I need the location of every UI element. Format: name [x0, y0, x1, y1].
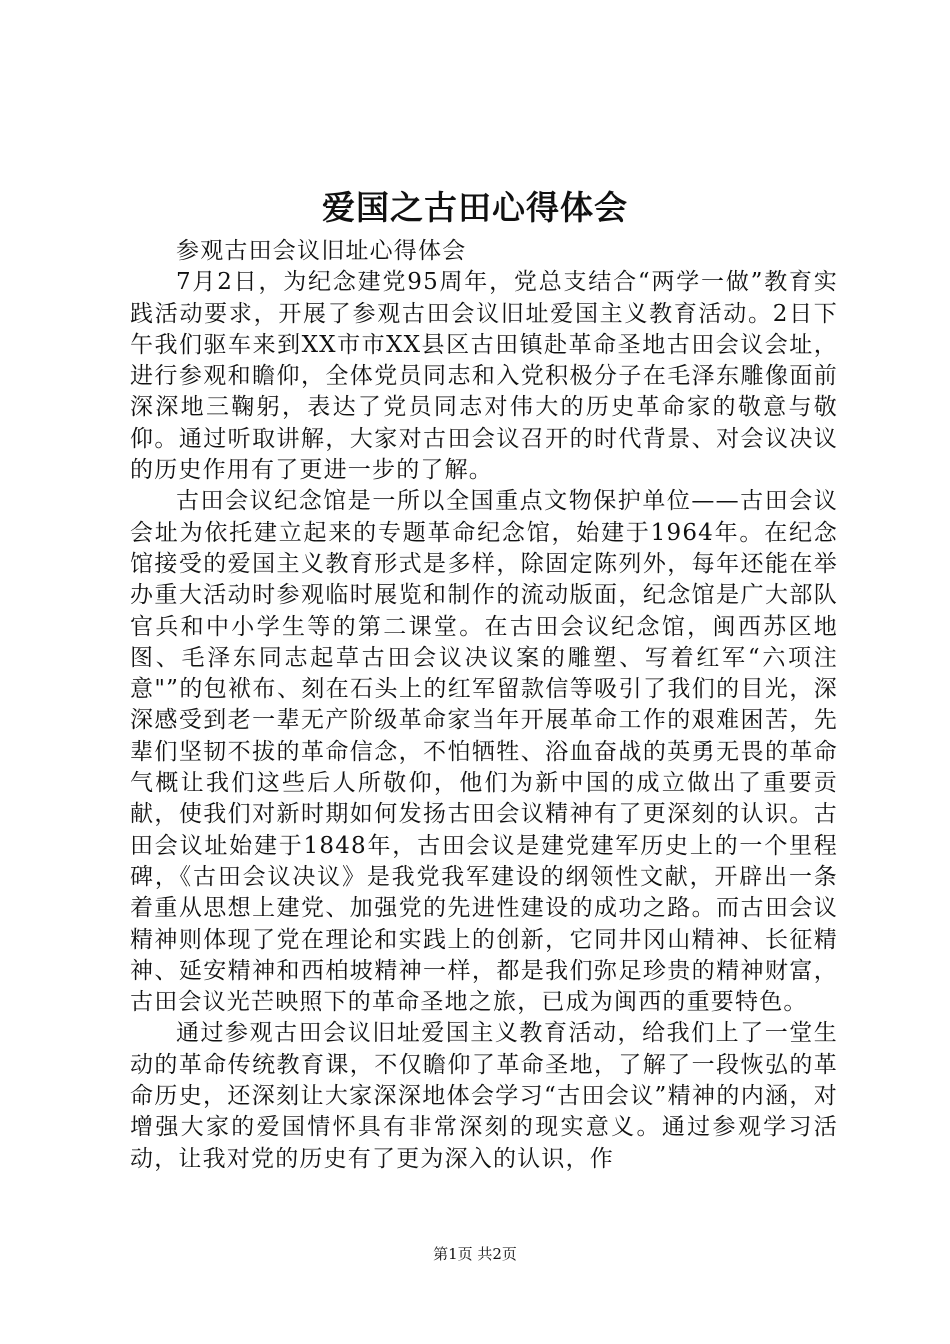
- paragraph-1: 7月2日，为纪念建党95周年，党总支结合“两学一做”教育实践活动要求，开展了参观古田会议旧址爱国主义教育活动。2日下午我们驱车来到XX市市XX县区古田镇赴革命圣地古田会议会址，进行参观和瞻仰，全体党员同志和入党积极分子在毛泽东雕像面前深深地三鞠躬，表达了党员同志对伟大的历史革命家的敬意与敬仰。通过听取讲解，大家对古田会议召开的时代背景、对会议决议的历史作用有了更进一步的了解。: [130, 269, 838, 484]
- paragraph-3: 通过参观古田会议旧址爱国主义教育活动，给我们上了一堂生动的革命传统教育课，不仅瞻仰了革命圣地，了解了一段恢弘的革命历史，还深刻让大家深深地体会学习“古田会议”精神的内涵，对增强大家的爱国情怀具有非常深刻的现实意义。通过参观学习活动，让我对党的历史有了更为深入的认识，作: [130, 1020, 838, 1172]
- document-body: [130, 236, 838, 1175]
- document-title: 爱国之古田心得体会: [322, 188, 628, 227]
- document-subtitle: 参观古田会议旧址心得体会: [176, 238, 467, 264]
- paragraph-2: 古田会议纪念馆是一所以全国重点文物保护单位——古田会议会址为依托建立起来的专题革命纪念馆，始建于1964年。在纪念馆接受的爱国主义教育形式是多样，除固定陈列外，每年还能在举办重大活动时参观临时展览和制作的流动版面，纪念馆是广大部队官兵和中小学生等的第二课堂。在古田会议纪念馆，闽西苏区地图、毛泽东同志起草古田会议决议案的雕塑、写着红军“六项注意"”的包袱布、刻在石头上的红军留款信等吸引了我们的目光，深深感受到老一辈无产阶级革命家当年开展革命工作的艰难困苦，先辈们坚韧不拔的革命信念，不怕牺牲、浴血奋战的英勇无畏的革命气概让我们这些后人所敬仰，他们为新中国的成立做出了重要贡献，使我们对新时期如何发扬古田会议精神有了更深刻的认识。古田会议址始建于1848年，古田会议是建党建军历史上的一个里程碑，《古田会议决议》是我党我军建设的纲领性文献，开辟出一条着重从思想上建党、加强党的先进性建设的成功之路。而古田会议精神则体现了党在理论和实践上的创新，它同井冈山精神、长征精神、延安精神和西柏坡精神一样，都是我们弥足珍贵的精神财富，古田会议光芒映照下的革命圣地之旅，已成为闽西的重要特色。: [130, 488, 838, 1016]
- page-number-footer: 第1页 共2页: [433, 1245, 517, 1263]
